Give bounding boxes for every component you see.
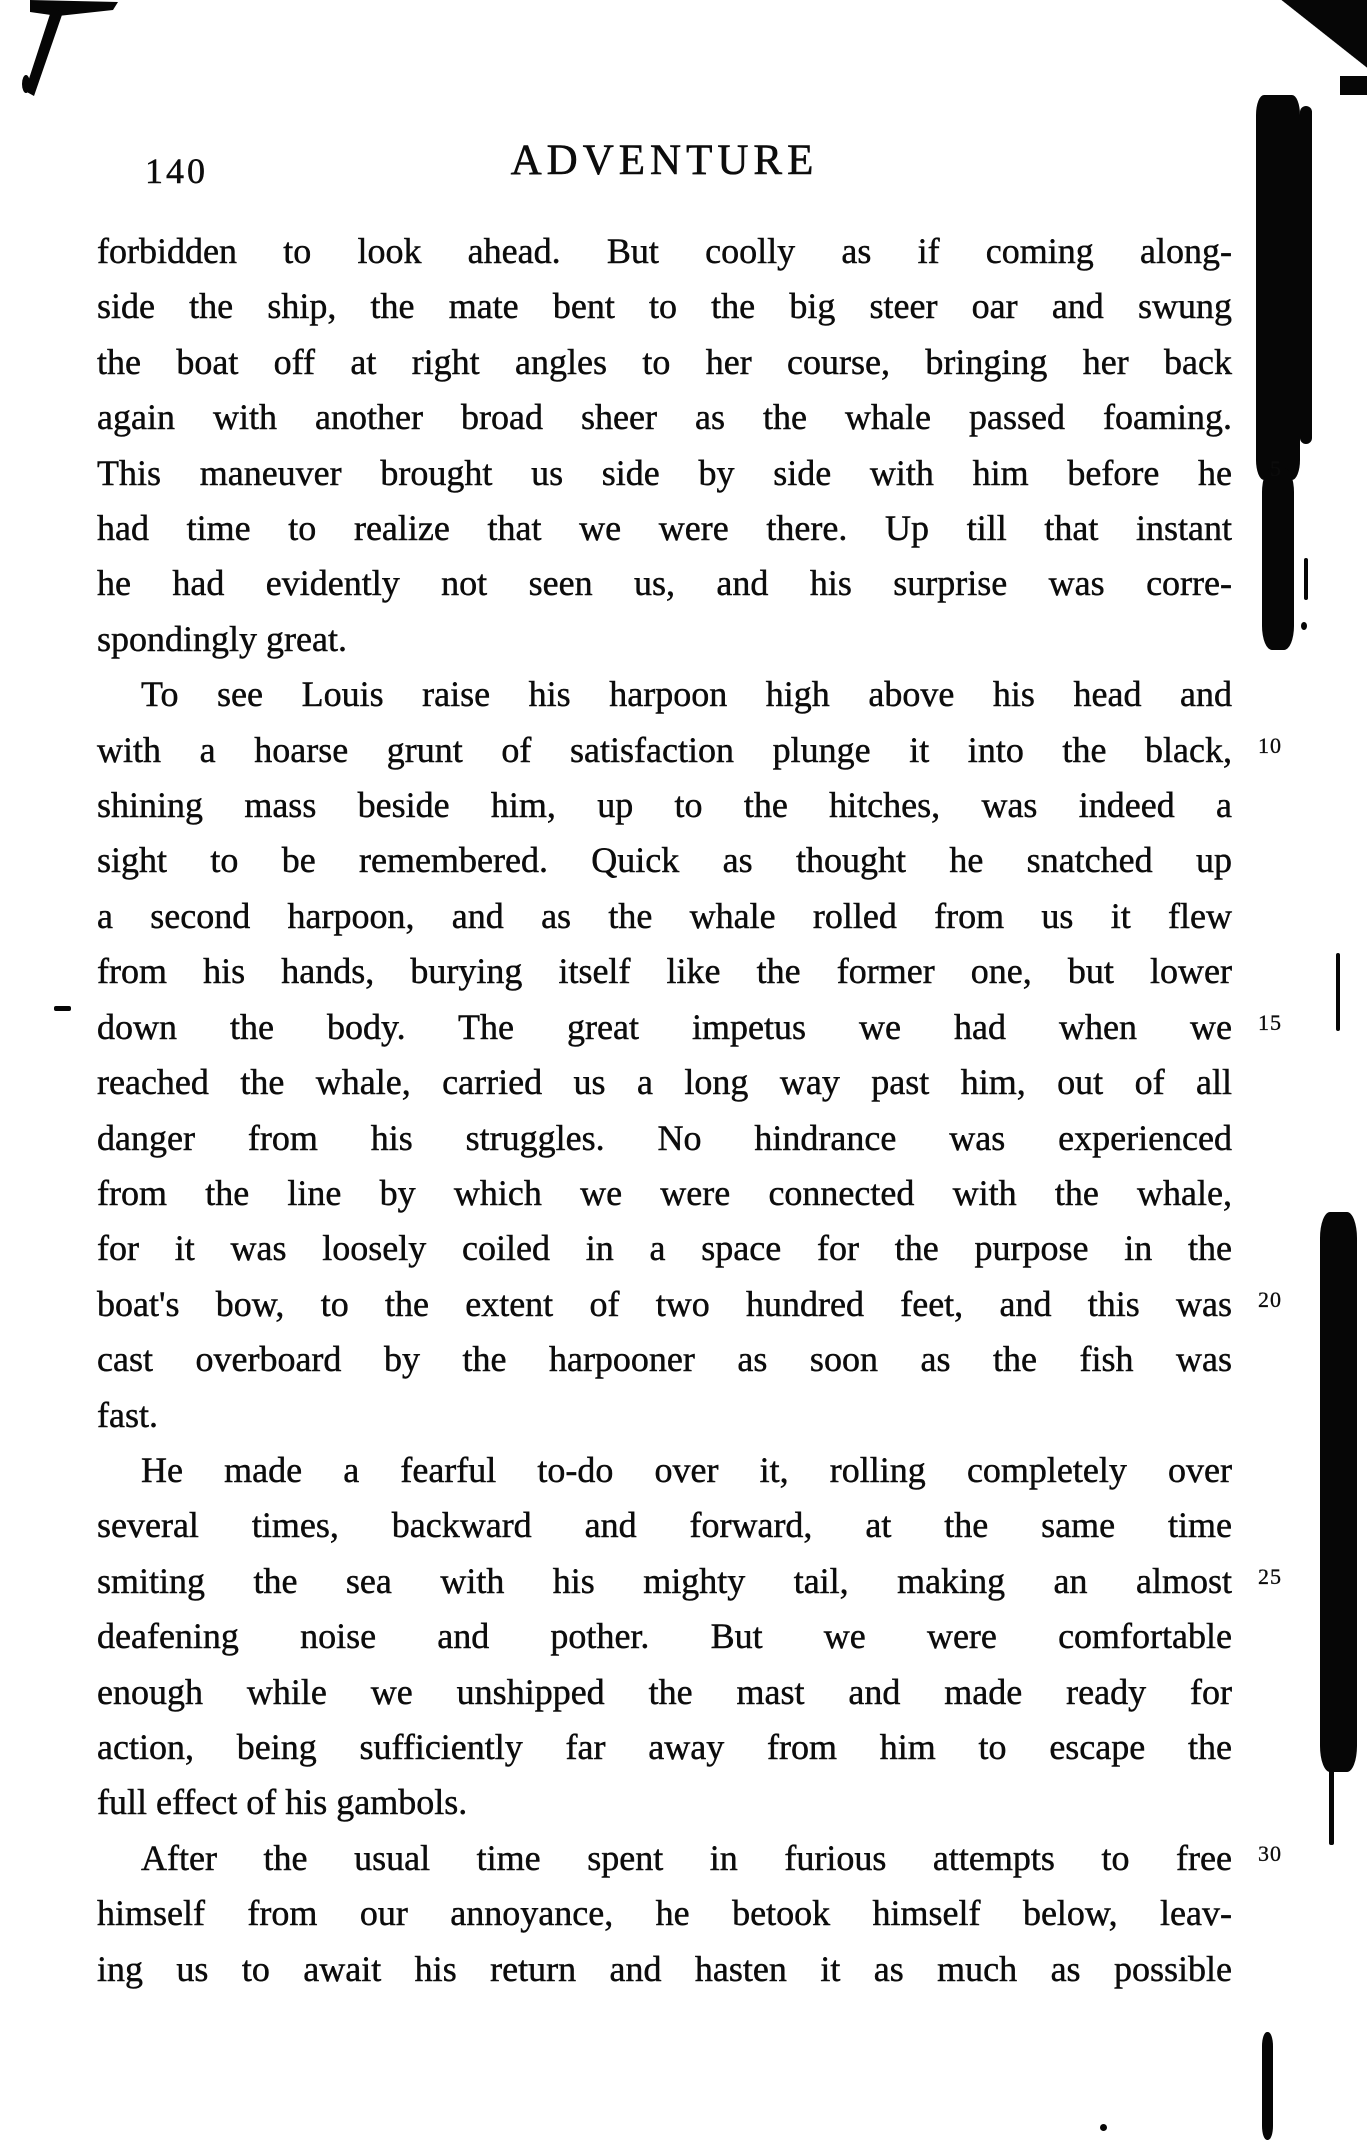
page-text bbox=[97, 224, 1282, 1997]
scan-band-right-lower bbox=[1320, 1212, 1357, 1772]
text-line bbox=[97, 1277, 1282, 1332]
text-line-content: again with another broad sheer as the whale passed foaming. bbox=[97, 397, 1232, 438]
text-line bbox=[97, 1221, 1232, 1276]
text-line-content: reached the whale, carried us a long way past him, out of all bbox=[97, 1062, 1232, 1103]
text-line-content: This maneuver brought us side by side with him before he bbox=[97, 452, 1232, 493]
marginal-line-number: 5 bbox=[1270, 455, 1282, 481]
text-line bbox=[97, 1166, 1232, 1221]
text-line bbox=[97, 1942, 1232, 1997]
text-line-content: down the body. The great impetus we had when we bbox=[97, 1006, 1232, 1047]
text-line bbox=[97, 833, 1232, 888]
text-line bbox=[97, 1055, 1232, 1110]
text-line-content: After the usual time spent in furious attempts to free bbox=[141, 1837, 1232, 1878]
text-line bbox=[97, 1388, 1232, 1443]
text-line bbox=[97, 224, 1232, 279]
page-number: 140 bbox=[145, 151, 208, 191]
marginal-line-number: 25 bbox=[1258, 1563, 1282, 1589]
text-line-content: from the line by which we were connected with the whale, bbox=[97, 1172, 1232, 1213]
text-line bbox=[97, 944, 1232, 999]
marginal-line-number: 20 bbox=[1258, 1286, 1282, 1312]
text-line-content: spondingly great. bbox=[97, 618, 347, 659]
text-line bbox=[97, 1609, 1232, 1664]
scan-band-right-upper-fringe bbox=[1300, 106, 1312, 444]
text-line bbox=[97, 1111, 1232, 1166]
text-line-content: He made a fearful to-do over it, rolling completely over bbox=[141, 1449, 1232, 1490]
text-line bbox=[97, 612, 1232, 667]
text-line bbox=[97, 778, 1232, 833]
text-line bbox=[97, 667, 1232, 722]
marginal-line-number: 15 bbox=[1258, 1009, 1282, 1035]
text-line bbox=[97, 723, 1282, 778]
scan-band-right-upper bbox=[1256, 95, 1300, 480]
scan-mark-bottom-right bbox=[1262, 2032, 1273, 2140]
scan-band-right-lower-tail bbox=[1329, 1760, 1334, 1845]
text-line bbox=[97, 335, 1232, 390]
text-line-content: forbidden to look ahead. But coolly as if coming along- bbox=[97, 231, 1232, 271]
text-line bbox=[97, 1720, 1232, 1775]
text-line-content: action, being sufficiently far away from him to escape the bbox=[97, 1726, 1232, 1767]
text-line-content: side the ship, the mate bent to the big steer oar and swung bbox=[97, 286, 1232, 327]
text-line bbox=[97, 556, 1232, 611]
scan-shadow-corner-top-right bbox=[1281, 0, 1367, 68]
running-head bbox=[97, 134, 1232, 190]
page-title: ADVENTURE bbox=[510, 137, 819, 184]
scan-mark-right-small-line bbox=[1304, 558, 1308, 600]
margin-dash-mark bbox=[54, 1006, 71, 1011]
text-line bbox=[97, 501, 1232, 556]
text-line-content: cast overboard by the harpooner as soon as the fish was bbox=[97, 1339, 1232, 1380]
text-line bbox=[97, 1831, 1282, 1886]
text-line bbox=[97, 1775, 1232, 1830]
text-line-content: sight to be remembered. Quick as thought he snatched up bbox=[97, 840, 1232, 881]
text-line bbox=[97, 889, 1232, 944]
text-line bbox=[97, 1665, 1232, 1720]
text-line-content: To see Louis raise his harpoon high above his head and bbox=[141, 674, 1232, 715]
scan-mark-right-dot bbox=[1301, 622, 1307, 630]
marginal-line-number: 30 bbox=[1258, 1840, 1282, 1866]
text-line-content: a second harpoon, and as the whale rolled from us it flew bbox=[97, 895, 1232, 936]
text-line-content: he had evidently not seen us, and his surprise was corre- bbox=[97, 563, 1232, 604]
text-line bbox=[97, 446, 1282, 501]
scan-band-right-upper-cap bbox=[1340, 76, 1367, 95]
text-line-content: enough while we unshipped the mast and made ready for bbox=[97, 1671, 1232, 1712]
text-line-content: full effect of his gambols. bbox=[97, 1782, 468, 1823]
text-line bbox=[97, 279, 1232, 334]
text-line-content: boat's bow, to the extent of two hundred feet, and this was bbox=[97, 1283, 1232, 1324]
text-line-content: deafening noise and pother. But we were comfortable bbox=[97, 1616, 1232, 1657]
text-line bbox=[97, 1000, 1282, 1055]
text-line-content: ing us to await his return and hasten it as much as possible bbox=[97, 1948, 1232, 1989]
text-line bbox=[97, 1498, 1232, 1553]
ink-mark-top-left bbox=[0, 0, 130, 110]
text-line bbox=[97, 1886, 1232, 1941]
text-line-content: from his hands, burying itself like the former one, but lower bbox=[97, 951, 1232, 992]
text-line-content: danger from his struggles. No hindrance was experienced bbox=[97, 1117, 1232, 1158]
scan-mark-right-thin-line bbox=[1336, 953, 1340, 1031]
marginal-line-number: 10 bbox=[1258, 732, 1282, 758]
text-line bbox=[97, 1554, 1282, 1609]
text-line bbox=[97, 1443, 1232, 1498]
text-line-content: for it was loosely coiled in a space for the purpose in the bbox=[97, 1228, 1232, 1269]
text-line-content: several times, backward and forward, at the same time bbox=[97, 1505, 1232, 1546]
text-line-content: with a hoarse grunt of satisfaction plunge it into the black, bbox=[97, 729, 1232, 770]
text-line bbox=[97, 1332, 1232, 1387]
text-line-content: smiting the sea with his mighty tail, making an almost bbox=[97, 1560, 1232, 1601]
text-line-content: shining mass beside him, up to the hitches, was indeed a bbox=[97, 785, 1232, 826]
text-line-content: the boat off at right angles to her course, bringing her back bbox=[97, 341, 1232, 382]
text-line-content: himself from our annoyance, he betook himself below, leav- bbox=[97, 1893, 1232, 1934]
text-line bbox=[97, 390, 1232, 445]
scan-dot-bottom bbox=[1100, 2124, 1107, 2131]
text-line-content: fast. bbox=[97, 1394, 158, 1435]
text-line-content: had time to realize that we were there. Up till that instant bbox=[97, 508, 1232, 549]
